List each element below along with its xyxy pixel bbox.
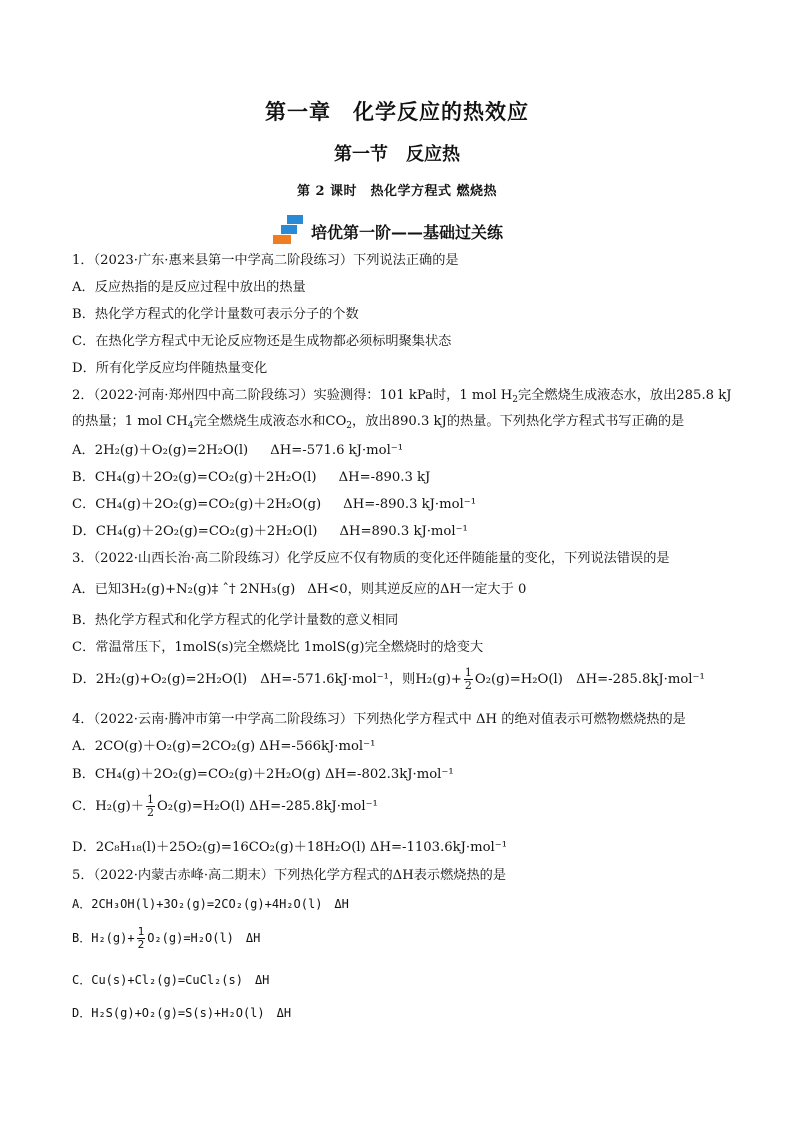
q3-d-part1: D．2H₂(g)+O₂(g)=2H₂O(l) ΔH=-571.6kJ·mol⁻¹，则H₂(g)+ [72,672,462,687]
q4-option-a: A．2CO(g)＋O₂(g)=2CO₂(g) ΔH=-566kJ·mol⁻¹ [72,739,376,754]
q2-stem-mid1: 完全燃烧生成液态水，放出285.8 kJ的热量；1 mol CH [72,388,732,429]
q2-a-equation: A．2H₂(g)＋O₂(g)=2H₂O(l) [72,443,249,458]
q2-option-c [72,491,732,518]
practice-banner [273,213,503,245]
q5-b-part2: O₂(g)=H₂O(l) ΔH [147,931,261,945]
q1-option-d: D．所有化学反应均伴随热量变化 [72,361,268,376]
q5-stem: 5．（2022·内蒙古赤峰·高二期末）下列热化学方程式的ΔH表示燃烧热的是 [72,868,507,883]
fraction-numerator: 1 [137,925,145,938]
q2-a-dh: ΔH=-571.6 kJ·mol⁻¹ [270,443,404,458]
q1-option-b: B．热化学方程式的化学计量数可表示分子的个数 [72,307,359,322]
lesson-title: 第 2 课时 热化学方程式 燃烧热 [296,184,498,199]
q3-d-fraction [464,667,473,692]
q2-option-d [72,518,732,545]
q2-option-b [72,464,732,491]
q4-c-part1: C．H₂(g)＋ [72,799,144,814]
q4-option-d: D．2C₈H₁₈(l)＋25O₂(g)=16CO₂(g)＋18H₂O(l) ΔH=-1103.6kJ·mol⁻¹ [72,840,507,855]
banner-title: 培优第一阶——基础过关练 [311,223,504,242]
q2-d-dh: ΔH=890.3 kJ·mol⁻¹ [339,524,468,539]
q2-stem: 2．（2022·河南·郑州四中高二阶段练习）实验测得：101 kPa时，1 mol $H_2$完全燃烧生成液态水，放出285.8 kJ的热量；1 mol $CH_4$完全燃烧生成液态水和$CO_2$，放出890.3 kJ的热量。下列热化学方程式书写正确的是 [72,388,732,431]
q3-d-part2: O₂(g)=H₂O(l) ΔH=-285.8kJ·mol⁻¹ [474,672,705,687]
q2-b-dh: ΔH=-890.3 kJ [338,470,431,485]
q3-option-a [72,576,732,603]
q2-b-equation: B．CH₄(g)＋2O₂(g)=CO₂(g)＋2H₂O(l) [72,470,317,485]
q5-option-d: D．H₂S(g)+O₂(g)=S(s)+H₂O(l) ΔH [72,1006,292,1020]
q2-c-dh: ΔH=-890.3 kJ·mol⁻¹ [343,497,477,512]
fraction-numerator: 1 [146,793,154,806]
q1-option-c: C．在热化学方程式中无论反应物还是生成物都必须标明聚集状态 [72,334,452,349]
q2-option-a [72,437,732,464]
q4-c-part2: O₂(g)=H₂O(l) ΔH=-285.8kJ·mol⁻¹ [156,799,378,814]
q4-option-c [72,793,732,820]
q3-stem: 3．（2022·山西长治·高二阶段练习）化学反应不仅有物质的变化还伴随能量的变化，下列说法错误的是 [72,551,670,566]
q3-option-d [72,666,732,693]
steps-icon [273,215,305,245]
q3-a-equation: A．已知3H₂(g)+N₂(g)‡ ˆ† 2NH₃(g) [72,582,296,597]
q4-c-fraction [146,794,155,819]
q1-stem: 1．（2023·广东·惠来县第一中学高二阶段练习）下列说法正确的是 [72,253,459,268]
q5-option-a: A．2CH₃OH(l)+3O₂(g)=2CO₂(g)+4H₂O(l) ΔH [72,897,349,911]
q2-stem-end: ，放出890.3 kJ的热量。下列热化学方程式书写正确的是 [352,414,685,429]
q5-option-c: C．Cu(s)+Cl₂(g)=CuCl₂(s) ΔH [72,973,270,987]
q4-option-b: B．CH₄(g)＋2O₂(g)=CO₂(g)＋2H₂O(g) ΔH=-802.3kJ·mol⁻¹ [72,767,454,782]
fraction-denominator: 2 [146,806,154,819]
q5-b-fraction [137,926,146,951]
q3-a-rest: ΔH<0，则其逆反应的ΔH一定大于 0 [307,582,527,597]
q2-stem-prefix: 2．（2022·河南·郑州四中高二阶段练习）实验测得：101 kPa时，1 mol H [72,388,513,403]
fraction-denominator: 2 [137,938,145,951]
fraction-denominator: 2 [464,679,472,692]
q5-b-part1: B．H₂(g)+ [72,931,135,945]
q4-stem: 4．（2022·云南·腾冲市第一中学高二阶段练习）下列热化学方程式中 ΔH 的绝对值表示可燃物燃烧热的是 [72,712,686,727]
q2-stem-mid2: 完全燃烧生成液态水和CO [193,414,347,429]
q1-option-a: A．反应热指的是反应过程中放出的热量 [72,280,306,295]
q3-option-b: B．热化学方程式和化学方程式的化学计量数的意义相同 [72,613,399,628]
q5-option-b [72,925,732,952]
q2-d-equation: D．CH₄(g)＋2O₂(g)=CO₂(g)＋2H₂O(l) [72,524,318,539]
section-title: 第一节 反应热 [334,144,460,165]
q3-option-c: C．常温常压下，1molS(s)完全燃烧比 1molS(g)完全燃烧时的焓变大 [72,640,484,655]
chapter-title: 第一章 化学反应的热效应 [265,100,529,124]
q2-c-equation: C．CH₄(g)＋2O₂(g)=CO₂(g)＋2H₂O(g) [72,497,322,512]
fraction-numerator: 1 [464,666,472,679]
